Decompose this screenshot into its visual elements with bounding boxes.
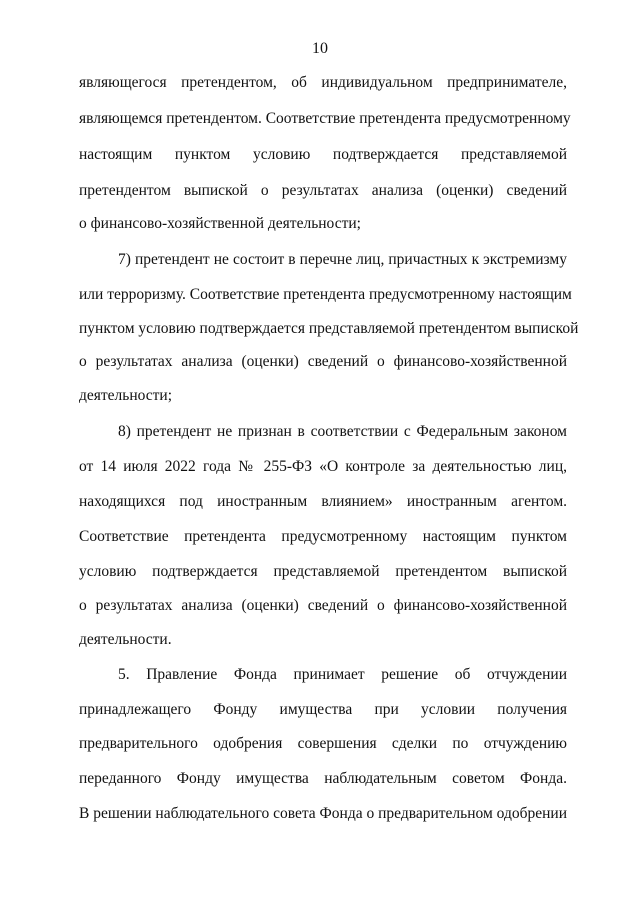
text-line: о результатах анализа (оценки) сведений о финансово-хозяйственной	[79, 597, 567, 614]
text-line: являющемся претендентом. Соответствие претендента предусмотренному	[79, 110, 571, 127]
text-line: 7) претендент не состоит в перечне лиц, причастных к экстремизму	[118, 251, 567, 268]
text-line: Соответствие претендента предусмотренному настоящим пунктом	[79, 528, 567, 545]
text-line: В решении наблюдательного совета Фонда о предварительном одобрении	[79, 805, 567, 822]
text-line: деятельности.	[79, 631, 172, 648]
text-line: о результатах анализа (оценки) сведений о финансово-хозяйственной	[79, 353, 567, 370]
text-line: пунктом условию подтверждается представляемой претендентом выпиской	[79, 320, 579, 337]
text-line: являющегося претендентом, об индивидуальном предпринимателе,	[79, 74, 567, 91]
text-line: 5. Правление Фонда принимает решение об отчуждении	[118, 666, 567, 683]
text-line: претендентом выпиской о результатах анализа (оценки) сведений	[79, 182, 567, 199]
page-number: 10	[312, 40, 328, 57]
text-line: находящихся под иностранным влиянием» иностранным агентом.	[79, 493, 567, 510]
text-line: предварительного одобрения совершения сделки по отчуждению	[79, 735, 567, 752]
text-line: настоящим пунктом условию подтверждается представляемой	[79, 146, 567, 163]
text-line: переданного Фонду имущества наблюдательным советом Фонда.	[79, 770, 567, 787]
text-line: условию подтверждается представляемой претендентом выпиской	[79, 563, 567, 580]
text-line: принадлежащего Фонду имущества при условии получения	[79, 701, 567, 718]
text-line: 8) претендент не признан в соответствии с Федеральным законом	[118, 423, 567, 440]
text-line: от 14 июля 2022 года № 255-ФЗ «О контроле за деятельностью лиц,	[79, 458, 567, 475]
text-line: о финансово-хозяйственной деятельности;	[79, 215, 361, 232]
text-line: деятельности;	[79, 387, 173, 404]
text-line: или терроризму. Соответствие претендента предусмотренному настоящим	[79, 286, 572, 303]
